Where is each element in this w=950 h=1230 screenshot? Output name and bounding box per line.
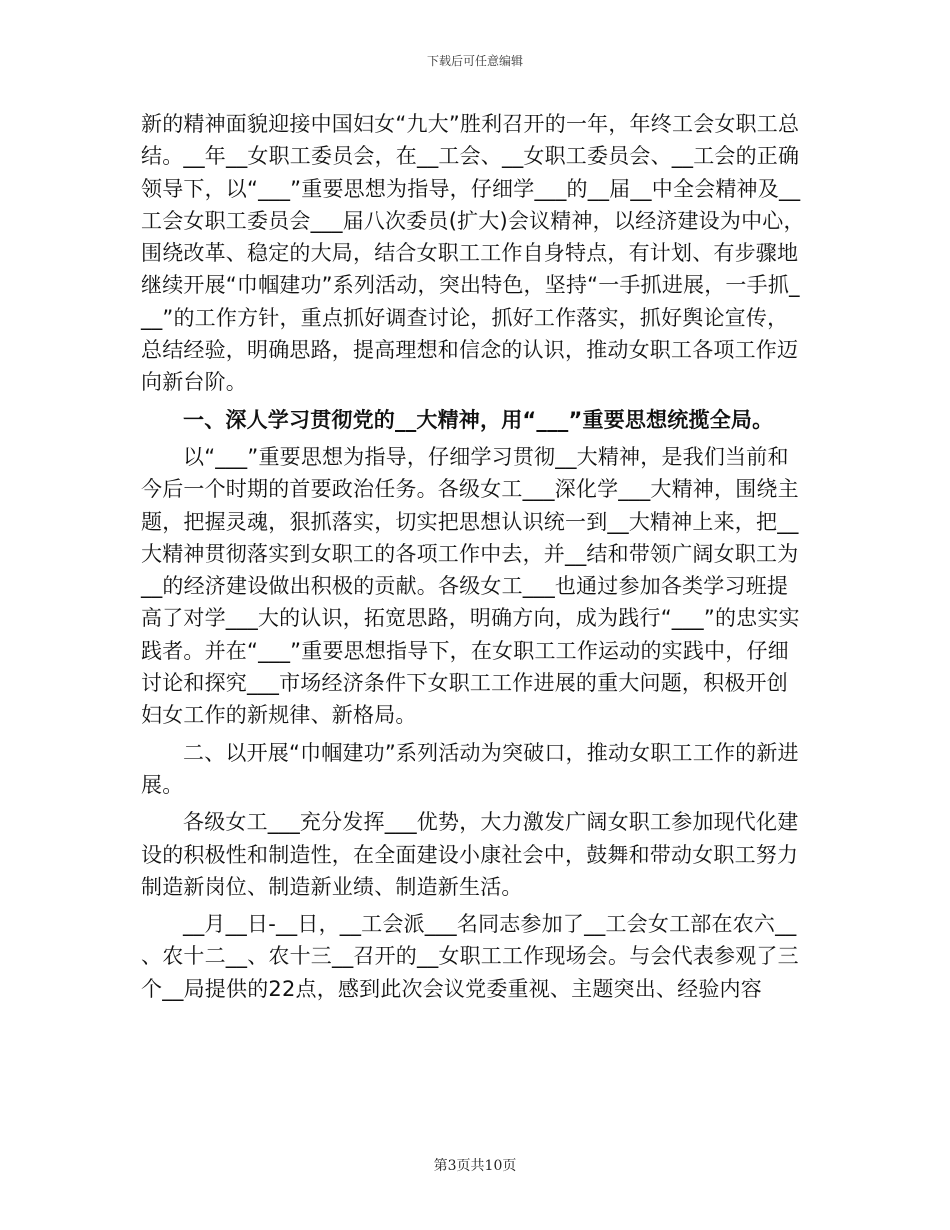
document-body xyxy=(141,108,809,1010)
page-number-footer: 第3页共10页 xyxy=(433,1158,517,1174)
paragraph-section-2: 各级女工___充分发挥___优势，大力激发广阔女职工参加现代化建设的积极性和制造性，在全面建设小康社会中，鼓舞和带动女职工努力制造新岗位、制造新业绩、制造新生活。 xyxy=(141,810,799,899)
section-heading-2: 二、以开展“巾帼建功”系列活动为突破口，推动女职工工作的新进展。 xyxy=(141,740,799,797)
paragraph-intro: 新的精神面貌迎接中国妇女“九大”胜利召开的一年，年终工会女职工总结。__年__女职工委员会，在__工会、__女职工委员会、__工会的正确领导下，以“___”重要思想为指导，仔细学___的__届__中全会精神及__工会女职工委员会___届八次委员(扩大)会议精神，以经济建设为中心，围绕改革、稳定的大局，结合女职工工作自身特点，有计划、有步骤地继续开展“巾帼建功”系列活动，突出特色，坚持“一手抓进展，一手抓___”的工作方针，重点抓好调查讨论，抓好工作落实，抓好舆论宣传，总结经验，明确思路，提高理想和信念的认识，推动女职工各项工作迈向新台阶。 xyxy=(141,112,805,395)
section-heading-1: 一、深人学习贯彻党的__大精神，用“___”重要思想统揽全局。 xyxy=(183,407,774,432)
page-header: 下载后可任意编辑 xyxy=(426,54,523,68)
paragraph-section-1: 以“___”重要思想为指导，仔细学习贯彻__大精神，是我们当前和今后一个时期的首要政治任务。各级女工___深化学___大精神，围绕主题，把握灵魂，狠抓落实，切实把思想认识统一到__大精神上来，把__大精神贯彻落实到女职工的各项工作中去，并__结和带领广阔女职工为__的经济建设做出积极的贡献。各级女工___也通过参加各类学习班提高了对学___大的认识，拓宽思路，明确方向，成为践行“___”的忠实实践者。并在“___”重要思想指导下，在女职工工作运动的实践中，仔细讨论和探究___市场经济条件下女职工工作进展的重大问题，积极开创妇女工作的新规律、新格局。 xyxy=(141,444,800,728)
paragraph-meeting: __月__日-__日，__工会派___名同志参加了__工会女工部在农六__、农十二__、农十三__召开的__女职工工作现场会。与会代表参观了三个__局提供的22点，感到此次会议党委重视、主题突出、经验内容 xyxy=(141,912,799,1001)
